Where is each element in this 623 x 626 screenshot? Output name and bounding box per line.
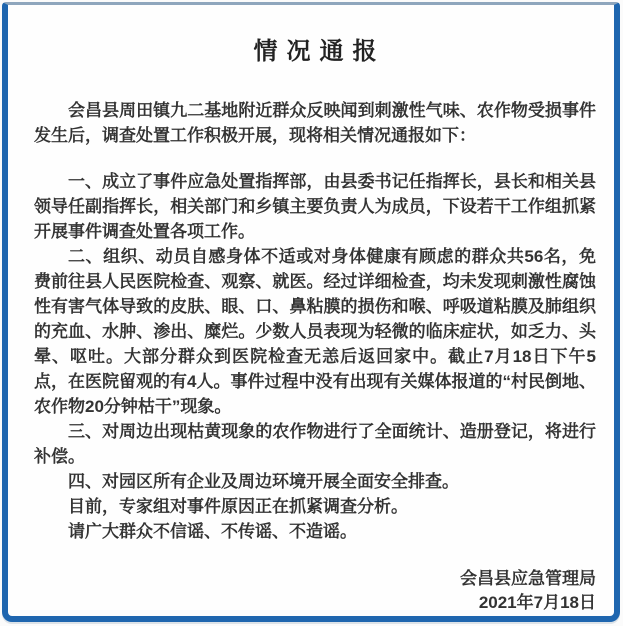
notice-paragraph-appeal: 请广大群众不信谣、不传谣、不造谣。: [68, 522, 357, 541]
notice-paragraph-status: 目前，专家组对事件原因正在抓紧调查分析。: [68, 497, 408, 516]
notice-intro-paragraph: 会昌县周田镇九二基地附近群众反映闻到刺激性气味、农作物受损事件发生后，调查处置工作积极开展，现将相关情况通报如下：: [34, 101, 596, 145]
notice-title: 情况通报: [253, 38, 386, 65]
notice-paragraph-item-2: 二、组织、动员自感身体不适或对身体健康有顾虑的群众共56名，免费前往县人民医院检查、观察、就医。经过详细检查，均未发现刺激性腐蚀性有害气体导致的皮肤、眼、口、鼻粘膜的损伤和喉、呼吸道粘膜及肺组织的充血、水肿、渗出、糜烂。少数人员表现为轻微的临床症状，如乏力、头晕、呕吐。大部分群众到医院检查无恙后返回家中。截止7月18日下午5点，在医院留观的有4人。事件过程中没有出现有关媒体报道的“村民倒地、农作物20分钟枯干”现象。: [34, 247, 596, 416]
notice-paragraph-item-4: 四、对园区所有企业及周边环境开展全面安全排查。: [68, 472, 459, 491]
notice-paragraph-item-3: 三、对周边出现枯黄现象的农作物进行了全面统计、造册登记，将进行补偿。: [34, 422, 596, 466]
signature-block: [34, 567, 596, 615]
signature-date: 2021年7月18日: [478, 593, 596, 612]
notice-paragraph-item-1: 一、成立了事件应急处置指挥部，由县委书记任指挥长，县长和相关县领导任副指挥长，相关部门和乡镇主要负责人为成员，下设若干工作组抓紧开展事件调查处置各项工作。: [34, 172, 596, 241]
notice-card: [2, 2, 620, 622]
signature-org: 会昌县应急管理局: [460, 569, 596, 588]
